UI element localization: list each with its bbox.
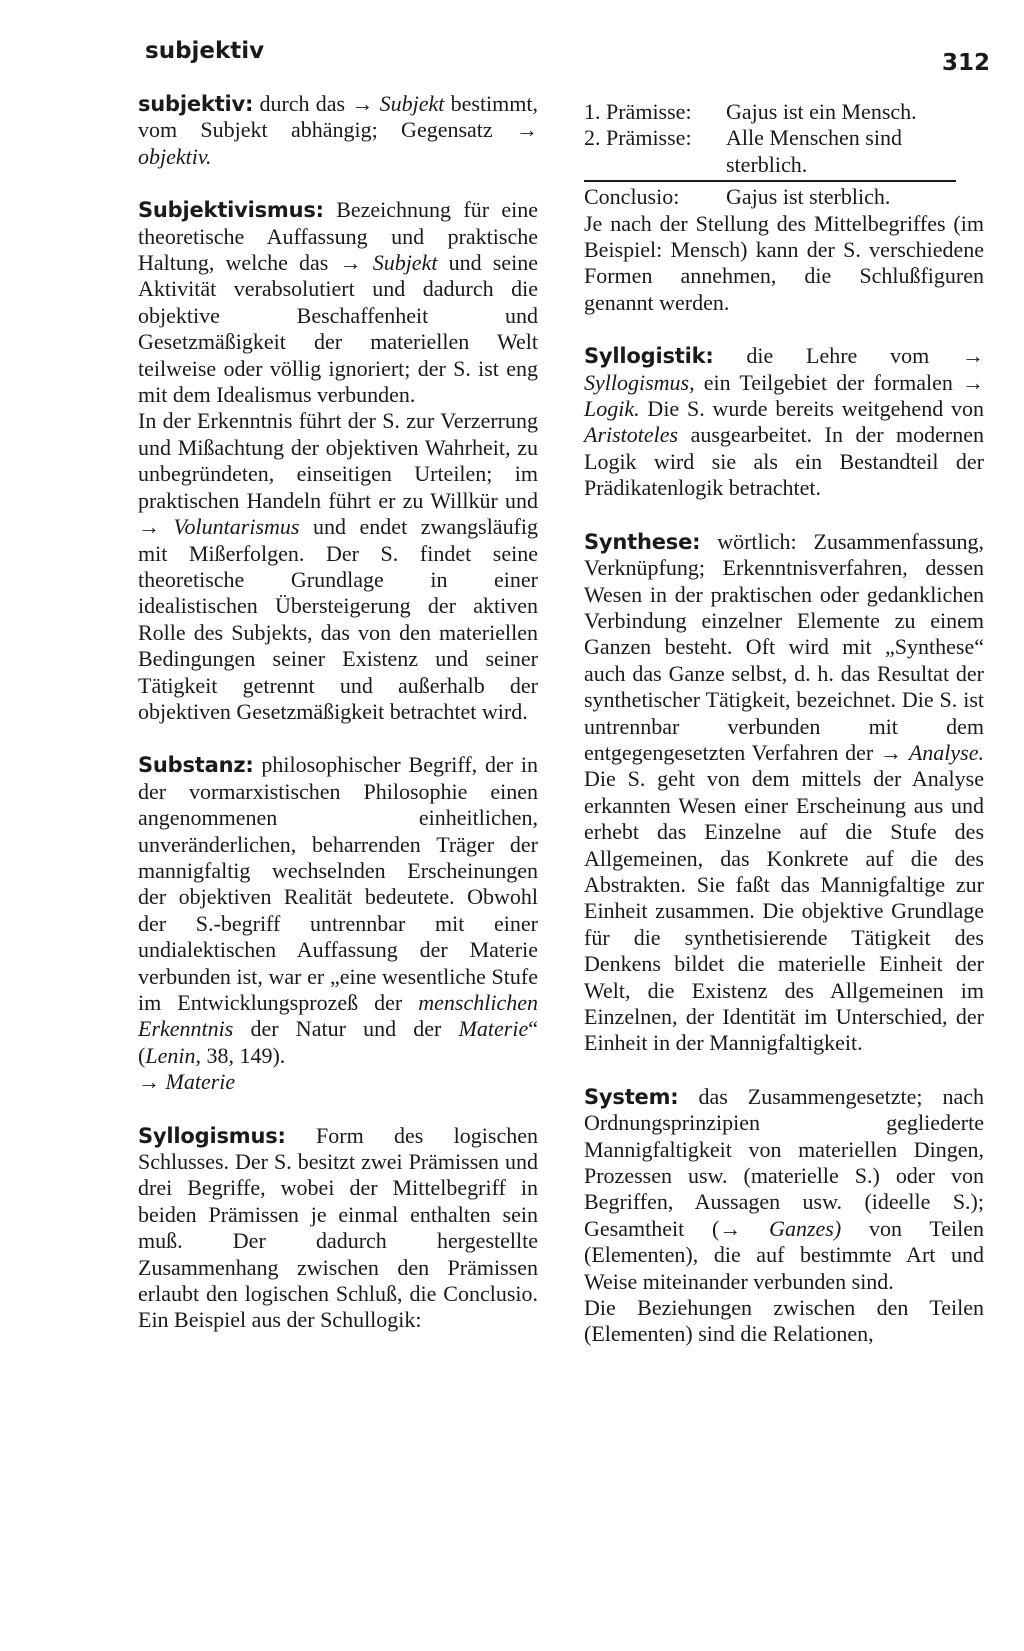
entry-text-segment: wörtlich: Zusammenfassung, Verknüpfung; Erkenntnisverfahren, dessen Wesen in der praktischen oder gedanklichen Verbindung einzelner Elemente zu einem Ganzen besteht. Oft wird mit „Synthese“ auch das Ganze selbst, d. h. das Resultat der synthetischer Tätigkeit, bezeichnet. Die S. ist untrennbar verbunden mit dem entgegengesetzten Verfahren der [584,528,984,765]
entry-headword: subjektiv: [138,92,254,116]
arrow-icon: → [962,343,984,369]
entry-text-segment: ausgearbeitet. In der modernen Logik wird sie als ein Bestandteil der Prädikatenlogik betrachtet. [584,422,984,501]
premise-label: 1. Prämisse: [584,99,692,124]
entry-text [138,752,538,1095]
entry-syllogistik [584,343,984,501]
entry-text-segment: das Zusammengesetzte; nach Ordnungsprinzipien gegliederte Mannigfaltigkeit von materiellen Dingen, Prozessen usw. (materielle S.) oder von Begriffen, Aussagen usw. (ideelle S.); Gesamtheit ( [584,1083,984,1241]
cross-reference[interactable]: Analyse. [908,739,984,765]
arrow-icon: → [138,1069,160,1095]
italic-term: Aristoteles [584,422,679,448]
entry-syllogismus [138,1123,538,1334]
premise-text: Gajus ist ein Mensch. [726,99,917,124]
running-head: subjektiv [145,38,265,64]
entry-substanz [138,752,538,1095]
entry-headword: Syllogismus: [138,1123,286,1148]
left-column [138,91,538,1361]
premise-row [584,125,984,178]
cross-reference[interactable]: Syllogismus, [584,369,695,395]
arrow-icon: → [138,514,160,540]
entry-paragraph: Die Beziehungen zwischen den Teilen (Elementen) sind die Relationen, [584,1295,984,1347]
arrow-icon: → [719,1215,742,1241]
cross-reference[interactable]: Ganzes) [769,1215,842,1241]
arrow-icon: → [962,369,984,395]
entry-text-segment: Form des logischen Schlusses. Der S. besitzt zwei Prämissen und drei Begriffe, wobei der Mittelbegriff in beiden Prämissen je einmal enthalten sein muß. Der dadurch hergestellte Zusammenhang zwischen den Prämissen erlaubt den logischen Schluß, die Conclusio. Ein Beispiel aus der Schullogik: [138,1122,538,1333]
entry-subjektivismus [138,197,538,725]
entry-headword: System: [584,1084,679,1109]
entry-text-segment: philosophischer Begriff, der in der vormarxistischen Philosophie einen angenommenen einheitlichen, unveränderlichen, beharrenden Träger der mannigfaltig wechselnden Erscheinungen der objektiven Realität bedeutete. Obwohl der S.-begriff untrennbar mit einer undialektischen Auffassung der Materie verbunden ist, war er „eine wesentliche Stufe im Entwicklungsprozeß der [138,752,538,1015]
entry-text-segment: und seine Aktivität verabsolutiert und dadurch die objektive Beschaffenheit und Gesetzmäßigkeit der materiellen Welt teilweise oder völlig ignoriert; der S. ist eng mit dem Idealismus verbunden. [138,250,538,408]
cross-reference[interactable]: Voluntarismus [173,514,300,540]
entry-subjektiv [138,91,538,170]
entry-headword: Synthese: [584,529,701,554]
page-number: 312 [941,50,990,76]
entry-headword: Syllogistik: [584,344,714,369]
conclusion-divider [584,180,956,182]
right-column [584,99,984,1375]
entry-text [138,1123,538,1334]
entry-text-segment: In der Erkenntnis führt der S. zur Verzerrung und Mißachtung der objektiven Wahrheit, zu unbegründeten, einseitigen Urteilen; im praktischen Handeln führt er zu Willkür und [138,408,538,513]
italic-term: Lenin, [145,1042,201,1068]
syllogism-example [584,99,984,211]
arrow-icon: → [516,117,538,143]
entry-text-segment: von Teilen (Elementen), die auf bestimmte Art und Weise miteinander verbunden sind. [584,1215,984,1294]
entry-text [584,529,984,1057]
cross-reference[interactable]: Logik. [584,396,640,422]
entry-text [138,91,538,170]
entry-text-segment: bestimmt, vom Subjekt abhängig; Gegensatz [138,91,539,143]
entry-synthese [584,529,984,1057]
conclusio-label: Conclusio: [584,184,680,210]
entry-text-segment: durch das [253,91,352,116]
entry-text [584,343,984,501]
entry-text-segment: die Lehre vom [713,343,962,369]
entry-headword: Substanz: [138,753,254,778]
premise-text: Alle Menschen sind sterblich. [726,125,902,177]
arrow-icon: → [351,91,374,116]
arrow-icon: → [880,739,903,765]
premise-label: 2. Prämisse: [584,125,692,151]
entry-headword: Subjektivismus: [138,198,324,223]
entry-system [584,1084,984,1348]
syllogism-note: Je nach der Stellung des Mittelbegriffes (im Beispiel: Mensch) kann der S. verschiedene Formen annehmen, die Schlußfiguren genannt werden. [584,210,984,315]
conclusio-text: Gajus ist sterblich. [726,184,891,210]
cross-reference[interactable]: Materie [165,1069,236,1095]
entry-text-segment: ein Teilgebiet der formalen [694,369,962,395]
entry-text-segment: 38, 149). [200,1042,286,1068]
cross-reference[interactable]: objektiv. [138,143,212,169]
arrow-icon: → [339,250,362,276]
entry-text-segment: der Natur und der [233,1016,459,1042]
cross-reference[interactable]: Subjekt [372,250,438,276]
conclusio-row [584,184,984,210]
cross-reference[interactable]: Subjekt [379,91,445,116]
italic-term: menschlichen Erkenntnis [138,990,538,1042]
italic-term: Materie [458,1016,529,1042]
entry-text-segment: Die S. geht von dem mittels der Analyse erkannten Wesen einer Erscheinung aus und erhebt das Einzelne auf die Stufe des Allgemeinen, das Konkrete auf die des Abstrakten. Sie faßt das Mannigfaltige zur Einheit zusammen. Die objektive Grundlage für die synthetisierende Tätigkeit des Denkens bildet die materielle Einheit der Welt, die Existenz des Allgemeinen im Einzelnen, der Identität im Unterschied, der Einheit in der Mannigfaltigkeit. [584,766,984,1056]
entry-text-segment: Bezeichnung für eine theoretische Auffassung und praktische Haltung, welche das [138,197,538,276]
entry-text [138,197,538,408]
entry-text-segment: und endet zwangsläufig mit Mißerfolgen. Der S. findet seine theoretische Grundlage in einer idealistischen Übersteigerung der aktiven Rolle des Subjekts, das von den materiellen Bedingungen seiner Existenz und seiner Tätigkeit getrennt und außerhalb der objektiven Gesetzmäßigkeit betrachtet wird. [138,514,539,724]
entry-text-segment: “ ( [138,1016,538,1068]
entry-paragraph [138,408,538,725]
entry-text [584,1084,984,1295]
entry-text-segment: Die S. wurde bereits weitgehend von [639,396,984,422]
premise-row [584,99,984,125]
